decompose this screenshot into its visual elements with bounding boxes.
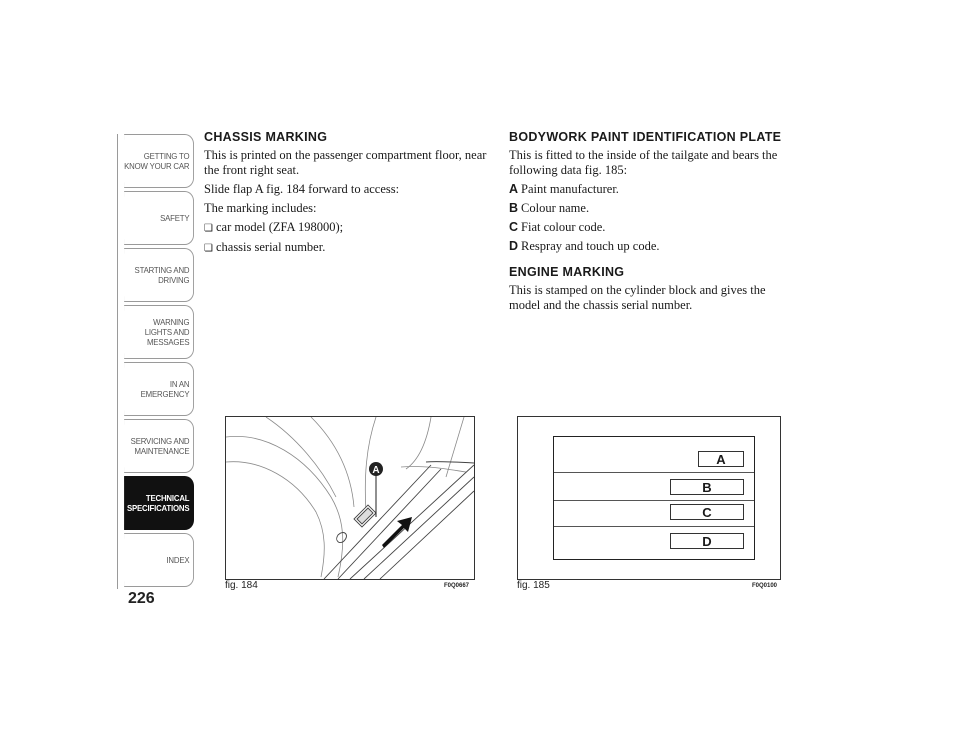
paint-entry-a [509, 182, 799, 197]
list-item: ❏ chassis serial number. [204, 240, 494, 256]
paint-paragraph: This is fitted to the inside of the tailgate and bears the following data fig. 185: [509, 148, 778, 177]
page-number: 226 [128, 590, 155, 607]
plate-divider [554, 472, 754, 473]
fig184-caption: fig. 184 [225, 580, 258, 591]
figure-184-illustration [225, 416, 475, 580]
arrow-icon [382, 517, 412, 548]
tab-warning-lights[interactable]: WARNING LIGHTS AND MESSAGES [124, 305, 194, 359]
entry-key: D [509, 239, 519, 253]
entry-text: Paint manufacturer. [521, 182, 619, 196]
list-item: ❏ car model (ZFA 198000); [204, 220, 494, 236]
figure-185-illustration [517, 416, 781, 580]
paint-entry-c [509, 220, 799, 235]
chassis-paragraph-1: This is printed on the passenger compartment floor, near the front right seat. [204, 148, 487, 177]
fig184-code: F0Q0667 [444, 583, 470, 589]
entry-key: C [509, 220, 519, 234]
engine-paragraph: This is stamped on the cylinder block and gives the model and the chassis serial number. [509, 283, 766, 312]
fig185-code: F0Q0100 [752, 583, 778, 589]
entry-text: Colour name. [521, 201, 590, 215]
tab-getting-to-know[interactable]: GETTING TO KNOW YOUR CAR [124, 134, 194, 188]
plate-label-d: D [670, 533, 744, 549]
entry-text: Respray and touch up code. [521, 239, 660, 253]
tab-safety[interactable]: SAFETY [124, 191, 194, 245]
tab-starting-driving[interactable]: STARTING AND DRIVING [124, 248, 194, 302]
tab-emergency[interactable]: IN AN EMERGENCY [124, 362, 194, 416]
entry-key: A [509, 182, 519, 196]
entry-text: Fiat colour code. [521, 220, 606, 234]
plate-divider [554, 526, 754, 527]
tab-rail [117, 134, 118, 589]
paint-entry-d [509, 239, 799, 254]
paint-heading: BODYWORK PAINT IDENTIFICATION PLATE [509, 130, 782, 144]
entry-key: B [509, 201, 519, 215]
chassis-heading: CHASSIS MARKING [204, 130, 328, 144]
plate-label-b: B [670, 479, 744, 495]
paint-section [509, 131, 799, 317]
chassis-paragraph-2: Slide flap A fig. 184 forward to access: [204, 182, 400, 196]
chassis-floor-drawing [226, 417, 474, 579]
paint-entry-b [509, 201, 799, 216]
plate-label-c: C [670, 504, 744, 520]
chassis-paragraph-3: The marking includes: [204, 201, 317, 215]
tab-index[interactable]: INDEX [124, 533, 194, 587]
plate-divider [554, 500, 754, 501]
paint-identification-plate [553, 436, 755, 560]
tab-servicing[interactable]: SERVICING AND MAINTENANCE [124, 419, 194, 473]
plate-label-a: A [698, 451, 744, 467]
engine-section [509, 266, 799, 313]
chassis-section [204, 131, 494, 260]
tab-technical-specifications[interactable]: TECHNICAL SPECIFICATIONS [124, 476, 194, 530]
fig185-caption: fig. 185 [517, 580, 550, 591]
callout-a: A [372, 465, 380, 476]
engine-heading: ENGINE MARKING [509, 265, 625, 279]
